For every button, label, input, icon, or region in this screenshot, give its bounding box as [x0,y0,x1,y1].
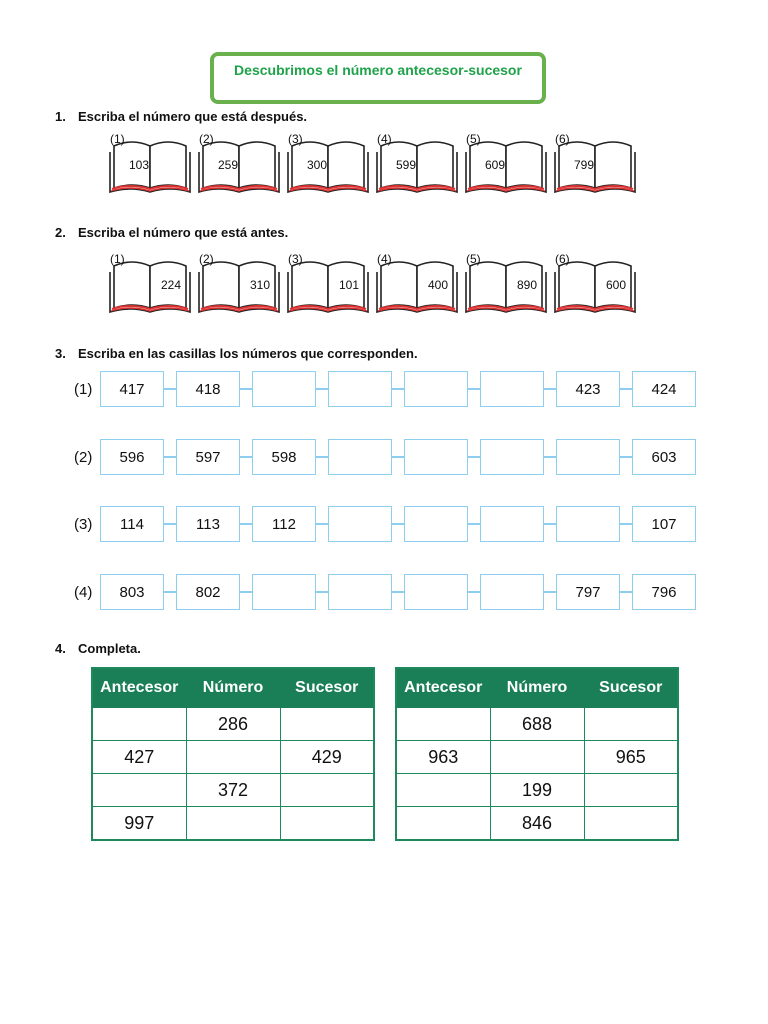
value-cell: 286 [186,708,280,741]
book-6 [553,132,637,194]
answer-cell[interactable] [396,774,490,807]
book-label: (4) [377,132,392,146]
connector-line [468,456,480,458]
book-value: 599 [395,158,417,172]
value-cell: 427 [92,741,186,774]
book-label: (6) [555,132,570,146]
value-cell: 199 [490,774,584,807]
question-text: Escriba el número que está después. [78,109,308,124]
book-label: (2) [199,252,214,266]
book-3 [286,132,370,194]
value-cell: 997 [92,807,186,841]
book-label: (6) [555,252,570,266]
connector-line [240,591,252,593]
header-numero: Número [490,668,584,708]
connector-line [468,388,480,390]
book-label: (5) [466,132,481,146]
connector-line [544,456,556,458]
answer-box[interactable] [556,506,620,542]
page-title: Descubrimos el número antecesor-sucesor [234,62,522,78]
answer-box[interactable] [328,506,392,542]
answer-cell[interactable] [584,807,678,841]
connector-line [392,456,404,458]
row-label: (1) [74,381,93,398]
book-value: 600 [605,278,627,292]
book-value: 799 [573,158,595,172]
table-row [92,741,374,774]
connector-line [164,456,176,458]
question-number: 3. [55,346,66,361]
answer-box[interactable] [480,439,544,475]
connector-line [240,456,252,458]
number-box: 797 [556,574,620,610]
book-label: (4) [377,252,392,266]
book-value: 300 [306,158,328,172]
number-box: 596 [100,439,164,475]
book-label: (2) [199,132,214,146]
book-label: (3) [288,252,303,266]
book-5 [464,132,548,194]
value-cell: 372 [186,774,280,807]
book-value: 310 [249,278,271,292]
table-row [396,708,678,741]
answer-cell[interactable] [396,708,490,741]
book-value: 259 [217,158,239,172]
connector-line [316,388,328,390]
table-row [92,807,374,841]
row-label: (4) [74,584,93,601]
answer-box[interactable] [252,574,316,610]
answer-box[interactable] [556,439,620,475]
value-cell: 688 [490,708,584,741]
number-box: 418 [176,371,240,407]
value-cell: 963 [396,741,490,774]
book-4 [375,252,459,314]
connector-line [316,591,328,593]
connector-line [164,388,176,390]
title-box [210,52,546,104]
header-antecesor: Antecesor [92,668,186,708]
book-value: 224 [160,278,182,292]
complete-table-left [91,667,375,841]
number-box: 417 [100,371,164,407]
book-4 [375,132,459,194]
book-value: 103 [128,158,150,172]
answer-box[interactable] [404,574,468,610]
answer-box[interactable] [328,574,392,610]
answer-cell[interactable] [584,708,678,741]
answer-box[interactable] [404,506,468,542]
header-antecesor: Antecesor [396,668,490,708]
number-box: 113 [176,506,240,542]
question-text: Escriba el número que está antes. [78,225,289,240]
answer-cell[interactable] [280,774,374,807]
number-box: 114 [100,506,164,542]
connector-line [468,523,480,525]
answer-box[interactable] [404,371,468,407]
value-cell: 429 [280,741,374,774]
connector-line [544,388,556,390]
question-3-heading [55,346,418,361]
number-box: 597 [176,439,240,475]
number-box: 423 [556,371,620,407]
answer-cell[interactable] [280,807,374,841]
table-row [92,774,374,807]
book-5 [464,252,548,314]
number-box: 424 [632,371,696,407]
book-2 [197,132,281,194]
table-row [396,741,678,774]
answer-cell[interactable] [280,708,374,741]
answer-cell[interactable] [186,807,280,841]
connector-line [620,591,632,593]
number-box: 796 [632,574,696,610]
connector-line [468,591,480,593]
answer-box[interactable] [480,371,544,407]
connector-line [544,591,556,593]
answer-cell[interactable] [490,741,584,774]
header-sucesor: Sucesor [584,668,678,708]
connector-line [240,388,252,390]
book-1 [108,132,192,194]
question-1-heading [55,109,307,124]
connector-line [392,523,404,525]
connector-line [164,523,176,525]
connector-line [620,456,632,458]
book-label: (3) [288,132,303,146]
connector-line [392,388,404,390]
table-row [396,807,678,841]
answer-box[interactable] [404,439,468,475]
row-label: (2) [74,449,93,466]
answer-box[interactable] [328,439,392,475]
connector-line [240,523,252,525]
answer-box[interactable] [480,574,544,610]
answer-cell[interactable] [186,741,280,774]
book-value: 101 [338,278,360,292]
number-box: 802 [176,574,240,610]
value-cell: 965 [584,741,678,774]
value-cell: 846 [490,807,584,841]
book-2 [197,252,281,314]
row-label: (3) [74,516,93,533]
answer-cell[interactable] [584,774,678,807]
connector-line [620,388,632,390]
connector-line [316,523,328,525]
book-label: (5) [466,252,481,266]
book-value: 890 [516,278,538,292]
question-number: 2. [55,225,66,240]
connector-line [164,591,176,593]
question-number: 1. [55,109,66,124]
book-value: 609 [484,158,506,172]
book-3 [286,252,370,314]
question-4-heading [55,641,141,656]
book-label: (1) [110,252,125,266]
header-numero: Número [186,668,280,708]
header-sucesor: Sucesor [280,668,374,708]
book-6 [553,252,637,314]
question-2-heading [55,225,288,240]
table-row [396,774,678,807]
complete-table-right [395,667,679,841]
number-box: 598 [252,439,316,475]
number-box: 107 [632,506,696,542]
answer-box[interactable] [252,371,316,407]
number-box: 112 [252,506,316,542]
connector-line [316,456,328,458]
answer-cell[interactable] [92,774,186,807]
connector-line [620,523,632,525]
question-text: Escriba en las casillas los números que corresponden. [78,346,418,361]
connector-line [392,591,404,593]
question-text: Completa. [78,641,141,656]
answer-cell[interactable] [92,708,186,741]
answer-cell[interactable] [396,807,490,841]
book-1 [108,252,192,314]
number-box: 603 [632,439,696,475]
answer-box[interactable] [328,371,392,407]
question-number: 4. [55,641,66,656]
table-row [92,708,374,741]
number-box: 803 [100,574,164,610]
connector-line [544,523,556,525]
book-value: 400 [427,278,449,292]
book-label: (1) [110,132,125,146]
answer-box[interactable] [480,506,544,542]
